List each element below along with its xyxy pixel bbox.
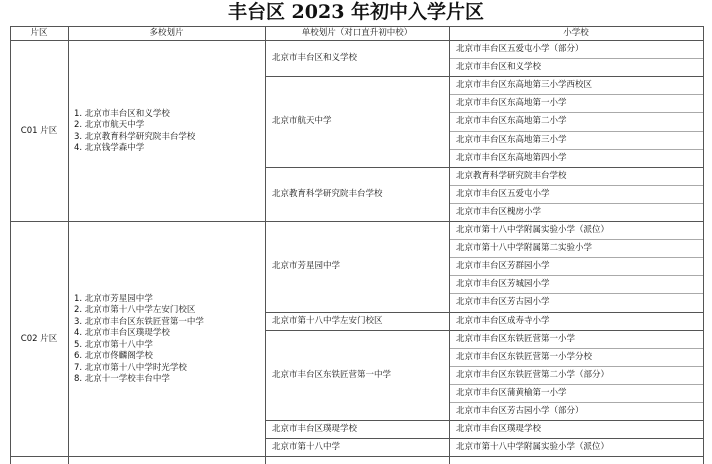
multi-school-item: 2. 北京市第十八中学左安门校区 (74, 305, 196, 316)
multi-school-item: 1. 北京市丰台区和义学校 (74, 108, 170, 119)
single-school-name: 北京市第十八中学左安门校区 (272, 315, 383, 326)
column-divider (703, 26, 704, 464)
primary-school: 北京市第十八中学附属实验小学（派位） (456, 442, 610, 453)
row-divider (449, 149, 704, 150)
primary-school: 北京市丰台区璞瑅学校 (456, 424, 542, 435)
row-divider (449, 203, 704, 204)
page-title: 丰台区 2023 年初中入学片区 (227, 1, 485, 23)
primary-school: 北京市丰台区芳古园小学 (456, 297, 550, 308)
row-divider (449, 185, 704, 186)
primary-school: 北京市丰台区东铁匠营第一小学分校 (456, 351, 593, 362)
row-divider (449, 366, 704, 367)
header-single-school: 单校划片（对口直升初中校） (301, 28, 413, 38)
single-school-name: 北京市丰台区和义学校 (272, 53, 358, 64)
multi-school-item: 8. 北京十一学校丰台中学 (74, 374, 170, 385)
header-multi-school: 多校划片 (149, 28, 184, 38)
multi-school-item: 1. 北京市芳星园中学 (74, 293, 153, 304)
primary-school: 北京市丰台区蒲黄榆第一小学 (456, 387, 567, 398)
primary-school: 北京市丰台区东高地第一小学 (456, 98, 567, 109)
primary-school: 北京市丰台区东高地第二小学 (456, 116, 567, 127)
multi-school-item: 3. 北京教育科学研究院丰台学校 (74, 131, 196, 142)
primary-school: 北京市丰台区五爱屯小学 (456, 188, 550, 199)
row-divider (449, 94, 704, 95)
row-divider (449, 348, 704, 349)
multi-school-item: 5. 北京市第十八中学 (74, 339, 153, 350)
primary-school: 北京市丰台区和义学校 (456, 62, 542, 73)
multi-school-item: 4. 北京钱学森中学 (74, 143, 145, 153)
column-divider (265, 26, 266, 464)
row-divider (449, 257, 704, 258)
row-divider (449, 58, 704, 59)
district-name: C02 片区 (20, 333, 58, 344)
single-school-name: 北京市丰台区璞瑅学校 (272, 424, 358, 435)
district-name: C01 片区 (20, 125, 58, 136)
row-divider (449, 293, 704, 294)
row-divider (449, 239, 704, 240)
multi-school-list (74, 293, 261, 385)
primary-school: 北京市丰台区槐房小学 (456, 206, 542, 217)
row-divider (449, 131, 704, 132)
row-divider (449, 384, 704, 385)
row-divider (10, 456, 704, 457)
primary-school: 北京教育科学研究院丰台学校 (456, 170, 567, 181)
header-primary-school: 小学校 (563, 28, 589, 38)
column-divider (10, 26, 11, 464)
multi-school-item: 3. 北京市丰台区东铁匠营第一中学 (74, 316, 204, 327)
header-district: 片区 (30, 28, 48, 38)
primary-school: 北京市丰台区东高地第三小学西校区 (456, 80, 593, 91)
primary-school: 北京市丰台区五爱屯小学（部分） (456, 44, 584, 54)
single-school-name: 北京市第十八中学 (272, 442, 341, 453)
column-divider (68, 26, 69, 464)
primary-school: 北京市丰台区东铁匠营第一小学 (456, 333, 576, 344)
primary-school: 北京市丰台区东高地第三小学 (456, 134, 567, 145)
primary-school: 北京市丰台区芳古园小学（部分） (456, 406, 584, 416)
multi-school-list (74, 108, 261, 154)
primary-school: 北京市丰台区芳群园小学 (456, 261, 550, 272)
primary-school: 北京市丰台区东铁匠营第二小学（部分） (456, 369, 610, 380)
column-divider (449, 26, 450, 464)
multi-school-item: 2. 北京市航天中学 (74, 120, 145, 130)
single-school-name: 北京市丰台区东铁匠营第一中学 (272, 369, 392, 380)
single-school-name: 北京市芳星园中学 (272, 261, 341, 272)
multi-school-item: 4. 北京市丰台区璞瑅学校 (74, 328, 170, 339)
multi-school-item: 7. 北京市第十八中学时光学校 (74, 362, 187, 373)
primary-school: 北京市第十八中学附属第二实验小学 (456, 243, 593, 254)
primary-school: 北京市丰台区东高地第四小学 (456, 152, 567, 163)
primary-school: 北京市丰台区芳城园小学 (456, 279, 550, 290)
primary-school: 北京市第十八中学附属实验小学（派位） (456, 225, 610, 235)
primary-school: 北京市丰台区成寿寺小学 (456, 315, 550, 326)
row-divider (449, 402, 704, 403)
multi-school-item: 6. 北京市佟麟阁学校 (74, 351, 153, 362)
row-divider (449, 112, 704, 113)
single-school-name: 北京教育科学研究院丰台学校 (272, 188, 383, 199)
single-school-name: 北京市航天中学 (272, 116, 332, 127)
row-divider (449, 275, 704, 276)
